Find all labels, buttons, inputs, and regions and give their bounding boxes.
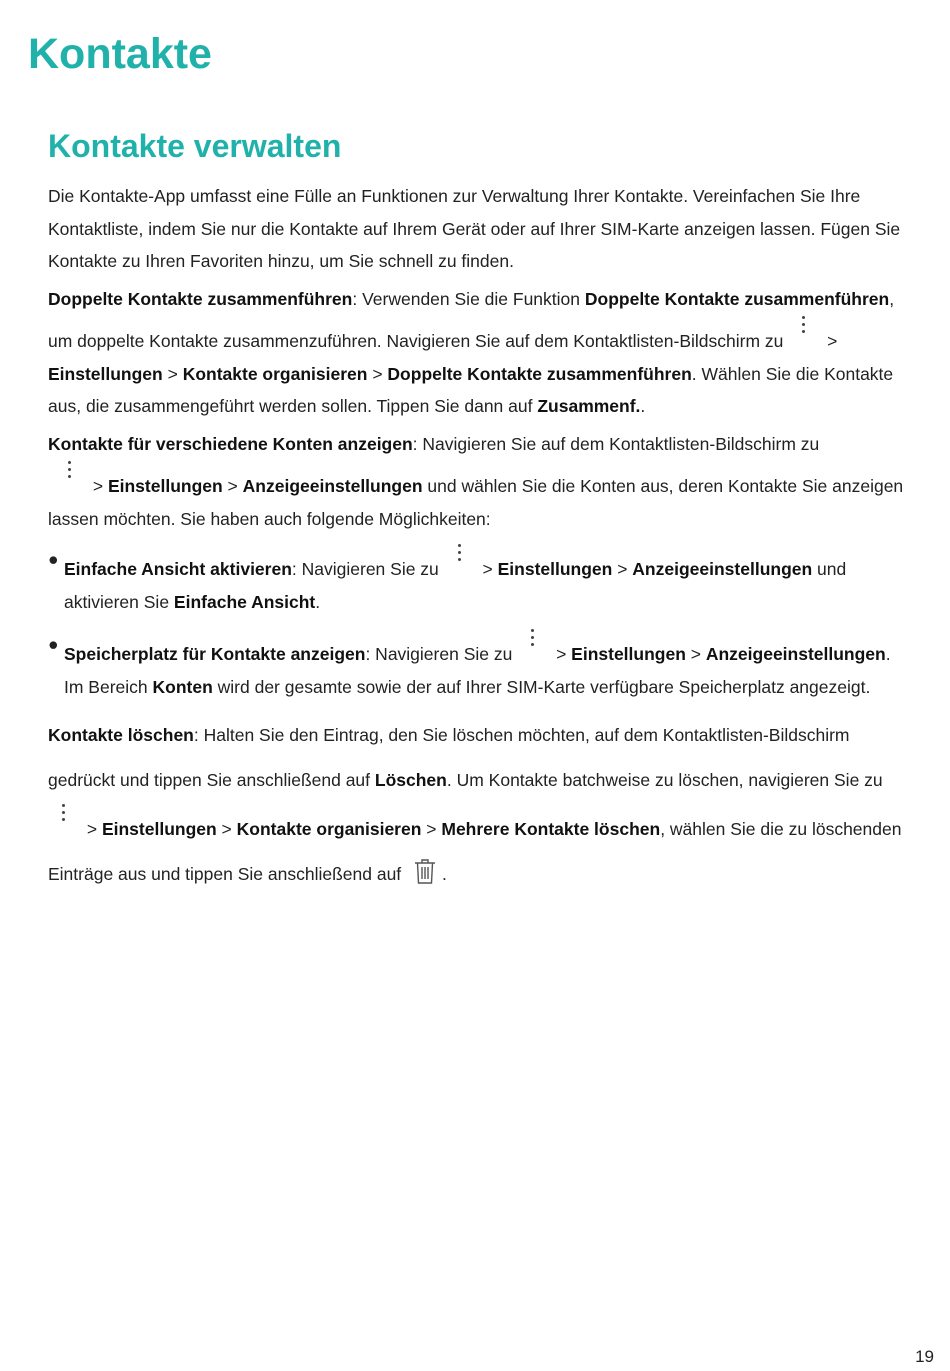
option-path-settings: Einstellungen	[571, 644, 686, 664]
accounts-text: und wählen Sie die Konten aus, deren Kontakte Sie anzeigen lassen möchten. Sie haben auch folgende Möglichkeiten:	[48, 476, 904, 529]
option-separator: >	[551, 644, 572, 664]
option-path-display: Anzeigeeinstellungen	[632, 559, 813, 579]
merge-function: Doppelte Kontakte zusammenführen	[584, 288, 890, 309]
bullet: ●	[48, 634, 59, 654]
option-heading: Einfache Ansicht aktivieren	[64, 559, 292, 579]
accounts-separator: >	[222, 476, 243, 496]
page-number: 19	[915, 1347, 934, 1366]
delete-separator: >	[216, 819, 237, 839]
more-vertical-icon	[788, 315, 822, 341]
merge-path-organize: Kontakte organisieren	[182, 363, 368, 384]
merge-path-duplicates: Doppelte Kontakte zusammenführen	[387, 363, 692, 384]
merge-button-name: Zusammenf.	[537, 396, 641, 416]
merge-separator: >	[367, 363, 388, 384]
delete-path-multiple: Mehrere Kontakte löschen	[441, 819, 661, 839]
option-section-name: Konten	[152, 676, 213, 697]
bullet: ●	[48, 549, 59, 569]
merge-heading: Doppelte Kontakte zusammenführen	[48, 288, 353, 309]
accounts-text: : Navigieren Sie auf dem Kontaktlisten-Bildschirm zu	[412, 433, 820, 454]
accounts-paragraph	[48, 428, 904, 536]
delete-path-settings: Einstellungen	[101, 819, 217, 839]
merge-text: : Verwenden Sie die Funktion	[352, 288, 585, 309]
list-item	[48, 543, 904, 618]
option-text: : Navigieren Sie zu	[365, 644, 518, 664]
option-text: : Navigieren Sie zu	[291, 559, 444, 579]
option-separator: >	[612, 559, 633, 579]
option-separator: >	[477, 559, 498, 579]
delete-text: : Halten Sie den Eintrag, den Sie löschen möchten, auf dem Kontaktlisten-Bildschirm gedrückt und tippen Sie anschließend auf	[48, 725, 850, 790]
chapter-title: Kontakte	[28, 30, 212, 78]
delete-text: .	[442, 864, 447, 884]
accounts-separator: >	[88, 476, 108, 496]
merge-separator: >	[822, 331, 838, 351]
accounts-path-settings: Einstellungen	[107, 476, 223, 496]
delete-separator: >	[82, 819, 102, 839]
option-setting-name: Einfache Ansicht	[173, 591, 316, 612]
delete-paragraph	[48, 713, 904, 901]
more-vertical-icon	[48, 803, 82, 829]
option-text: .	[315, 591, 321, 612]
accounts-path-display: Anzeigeeinstellungen	[242, 476, 423, 496]
more-vertical-icon	[54, 460, 88, 486]
merge-text: . Wählen Sie die Kontakte aus, die zusammengeführt werden sollen. Tippen Sie dann auf	[48, 363, 894, 416]
option-path-display: Anzeigeeinstellungen	[705, 644, 886, 664]
options-list	[48, 543, 904, 703]
merge-text: .	[640, 396, 646, 416]
delete-text: . Um Kontakte batchweise zu löschen, navigieren Sie zu	[446, 770, 883, 790]
section-title: Kontakte verwalten	[48, 128, 342, 164]
merge-text: , um doppelte Kontakte zusammenzuführen. Navigieren Sie auf dem Kontaktlisten-Bildschirm zu	[48, 288, 895, 351]
merge-paragraph	[48, 283, 904, 423]
merge-path-settings: Einstellungen	[48, 363, 163, 384]
more-vertical-icon	[444, 543, 478, 569]
trash-icon	[414, 856, 436, 901]
delete-path-organize: Kontakte organisieren	[236, 819, 422, 839]
intro-paragraph: Die Kontakte-App umfasst eine Fülle an Funktionen zur Verwaltung Ihrer Kontakte. Vereinfachen Sie Ihre Kontaktliste, indem Sie nur die Kontakte auf Ihrem Gerät oder auf Ihrer SIM-Karte anzeigen lassen. Fügen Sie Kontakte zu Ihren Favoriten hinzu, um Sie schnell zu finden.	[48, 186, 901, 271]
merge-separator: >	[162, 363, 183, 384]
option-text: wird der gesamte sowie der auf Ihrer SIM-Karte verfügbare Speicherplatz angezeigt.	[212, 676, 871, 697]
option-text: und aktivieren Sie	[64, 559, 847, 612]
more-vertical-icon	[517, 628, 551, 654]
option-separator: >	[685, 644, 706, 664]
option-path-settings: Einstellungen	[497, 559, 613, 579]
content	[48, 180, 904, 906]
delete-separator: >	[421, 819, 442, 839]
option-text: . Im Bereich	[64, 644, 891, 697]
accounts-heading: Kontakte für verschiedene Konten anzeigen	[48, 433, 413, 454]
delete-heading: Kontakte löschen	[48, 725, 194, 745]
delete-button-name: Löschen	[374, 770, 447, 790]
list-item	[48, 628, 904, 703]
option-heading: Speicherplatz für Kontakte anzeigen	[64, 644, 366, 664]
delete-text: , wählen Sie die zu löschenden Einträge aus und tippen Sie anschließend auf	[48, 819, 902, 884]
